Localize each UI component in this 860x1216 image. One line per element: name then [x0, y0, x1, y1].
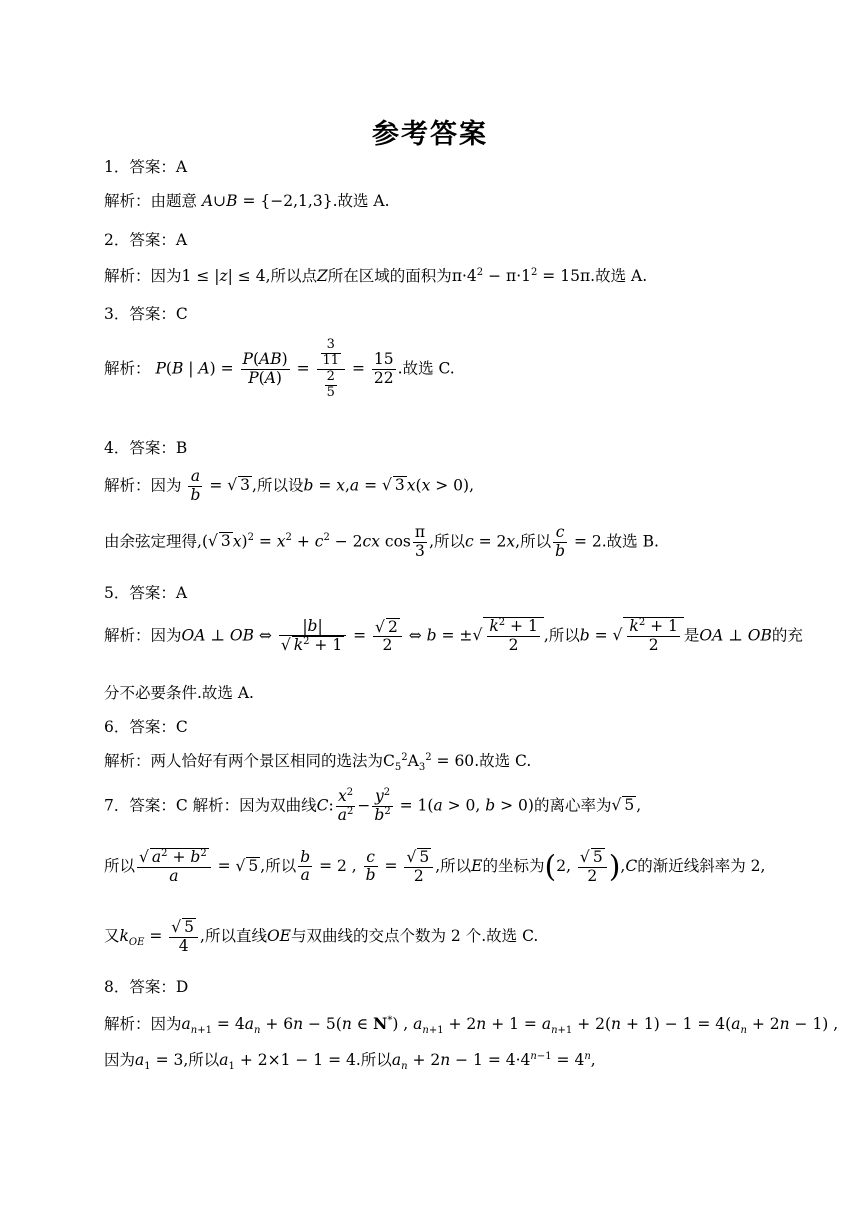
q5-answer: 5．答案：A — [104, 584, 188, 602]
q3-answer: 3．答案：C — [104, 305, 188, 323]
q6-answer: 6．答案：C — [104, 718, 188, 736]
q2-answer: 2．答案：A — [104, 231, 188, 249]
q4-solution-2: 由余弦定理得,(√ 3 $x)^2 = x^2 + c^2 - 2cx$ cos $\frac{\pi}{3}$ ,所以c = 2x,所以 $\frac{c}{b}$ = 2.故选 B. — [104, 524, 659, 561]
q1-solution: 解析：由题意 A∪B = {−2,1,3}.故选 A. — [104, 192, 390, 210]
compound-fraction: $\frac{\frac{3}{11}}{\frac{2}{5}}$ — [317, 338, 346, 401]
q4-answer: 4．答案：B — [104, 439, 188, 457]
q7-line-1: 7．答案：C 解析：因为双曲线C: $\frac{x^2}{a^2}$ − $\frac{y^2}{b^2}$ = 1(a > 0, b > 0)的离心率为√ 5 , — [104, 788, 641, 825]
q7-line-2: 所以 √ $\frac{a^2 + b^2}{a}$ = √ 5 ,所以 $\frac{b}{a}$ = 2 , $\frac{c}{b}$ = √ $\frac{5}{2}$ ,所以E的坐标为(2, √ $\frac{5}{2}$ ),C的渐近线斜率为 2, — [104, 848, 765, 886]
q8-solution-1: 解析：因为$a_{n+1} = 4a_n + 6n - 5(n$ ∈ N*) , $a_{n+1} + 2n + 1 = a_{n+1} + 2(n + 1) - 1 = 4(a_n + 2n - 1)$ , — [104, 1014, 839, 1037]
q8-solution-2: 因为$a_1 = 3$,所以$a_1 + 2\times 1 - 1 = 4$.所以$a_n + 2n - 1 = 4\cdot 4^{n-1} = 4^n$, — [104, 1050, 596, 1073]
q5-solution-1: 解析：因为OA ⊥ OB ⇔ |b| √ $k^2 + 1$ = √ $\frac{2}{2}$ ⇔ b = ±√ $\frac{k^2 + 1}{2}$ ,所以b = √ $\frac{k^2 + 1}{2}$ 是OA ⊥ OB的充 — [104, 617, 803, 655]
q4-solution-1: 解析：因为 $\frac{a}{b}$ = √ 3 ,所以设b = x,a = √ 3 x(x > 0), — [104, 468, 474, 505]
q2-solution: 解析：因为1 ≤ |z| ≤ 4,所以点Z所在区域的面积为$\pi\cdot 4^2 - \pi\cdot 1^2 = 15\pi$.故选 A. — [104, 266, 648, 285]
page-title: 参考答案 — [372, 119, 488, 150]
fraction: $\frac{15}{22}$ — [373, 350, 394, 387]
q6-solution: 解析：两人恰好有两个景区相同的选法为$C_5^2A_3^2 = 60$.故选 C. — [104, 751, 532, 774]
q5-solution-2: 分不必要条件.故选 A. — [104, 684, 254, 702]
q3-solution: 解析： P(B | A) = $\frac{P(AB)}{P(A)}$ = $\frac{\frac{3}{11}}{\frac{2}{5}}$ = $\frac{15}{22}$ .故选 C. — [104, 337, 455, 400]
q8-answer: 8．答案：D — [104, 978, 189, 996]
q1-answer: 1．答案：A — [104, 158, 188, 176]
fraction: $\frac{P(AB)}{P(A)}$ — [242, 350, 288, 387]
q7-line-3: 又$k_{OE}$ = √ $\frac{5}{4}$ ,所以直线OE与双曲线的交点个数为 2 个.故选 C. — [104, 918, 538, 956]
